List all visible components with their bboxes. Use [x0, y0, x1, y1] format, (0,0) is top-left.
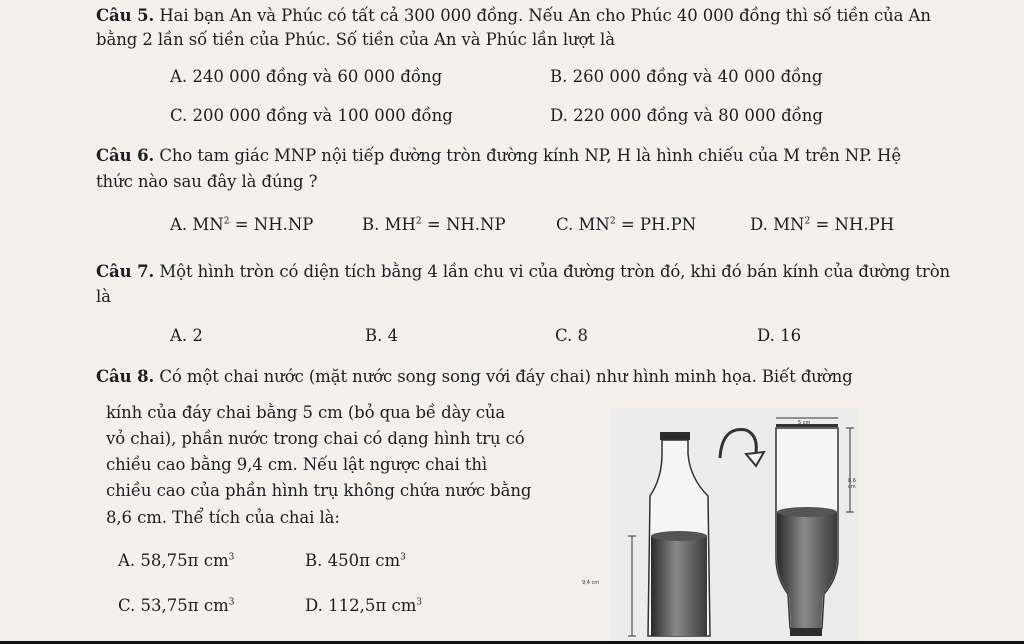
q8-body-5: 8,6 cm. Thể tích của chai là: — [106, 508, 340, 527]
q5-option-c[interactable]: C. 200 000 đồng và 100 000 đồng — [170, 106, 453, 125]
q8-body-3: chiều cao bằng 9,4 cm. Nếu lật ngược chai thì — [106, 455, 488, 474]
q6-label: Câu 6. — [96, 146, 155, 165]
q8-option-b[interactable] — [305, 551, 406, 570]
q8-option-a-pre: A. 58,75π cm — [118, 551, 229, 570]
q8-option-d-pre: D. 112,5π cm — [305, 596, 417, 615]
figure-label-right: 8,6 cm — [848, 478, 856, 490]
bottle-cap — [660, 432, 690, 440]
q6-option-d-pre: D. MN — [750, 215, 805, 234]
bottle-illustration — [610, 408, 858, 644]
upright-bottle — [628, 432, 710, 636]
q5-label: Câu 5. — [96, 6, 155, 25]
q6-option-d[interactable] — [750, 215, 894, 234]
q6-option-b-post: = NH.NP — [421, 215, 506, 234]
q6-option-a-post: = NH.NP — [229, 215, 314, 234]
q8-body-4: chiều cao của phần hình trụ không chứa nước bằng — [106, 481, 532, 500]
q7-option-c[interactable]: C. 8 — [555, 326, 589, 345]
q7-option-b[interactable]: B. 4 — [365, 326, 399, 345]
inverted-bottle — [776, 418, 854, 636]
q6-option-c-sup: 2 — [609, 216, 616, 227]
figure-label-left: 9,4 cm — [582, 580, 600, 586]
q8-option-b-pre: B. 450π cm — [305, 551, 401, 570]
q8-option-c[interactable] — [118, 596, 234, 615]
q6-option-b[interactable] — [362, 215, 506, 234]
q6-text-1: Cho tam giác MNP nội tiếp đường tròn đường kính NP, H là hình chiếu của M trên NP. Hệ — [159, 146, 901, 165]
q8-option-c-pre: C. 53,75π cm — [118, 596, 229, 615]
q5-option-d[interactable]: D. 220 000 đồng và 80 000 đồng — [550, 106, 823, 125]
upright-bottle-water — [651, 536, 707, 636]
q7-option-d[interactable]: D. 16 — [757, 326, 802, 345]
q8-option-d-sup: 3 — [416, 597, 423, 608]
q7-line-1 — [96, 262, 950, 281]
q5-option-b[interactable]: B. 260 000 đồng và 40 000 đồng — [550, 67, 823, 86]
q8-option-a[interactable] — [118, 551, 234, 570]
q8-option-b-sup: 3 — [400, 552, 406, 563]
q5-text-1: Hai bạn An và Phúc có tất cả 300 000 đồng. Nếu An cho Phúc 40 000 đồng thì số tiền của An — [159, 6, 931, 25]
q8-line-1 — [96, 367, 853, 386]
bottle-figure — [582, 408, 858, 644]
q8-body-1: kính của đáy chai bằng 5 cm (bỏ qua bề dày của — [106, 403, 506, 422]
q6-option-c-pre: C. MN — [556, 215, 610, 234]
figure-label-top: 5 cm — [798, 420, 811, 426]
upright-water-surface — [651, 531, 707, 541]
q6-line-1 — [96, 146, 901, 165]
q6-option-b-sup: 2 — [415, 216, 422, 227]
q8-body-2: vỏ chai), phần nước trong chai có dạng hình trụ có — [106, 429, 525, 448]
inverted-bottle-water — [777, 512, 837, 628]
q7-text-1: Một hình tròn có diện tích bằng 4 lần chu vi của đường tròn đó, khi đó bán kính của đường tròn — [159, 262, 951, 281]
q6-text-2: thức nào sau đây là đúng ? — [96, 172, 318, 191]
q6-option-b-pre: B. MH — [362, 215, 416, 234]
inverted-bottle-cap — [790, 628, 822, 636]
q8-option-c-sup: 3 — [228, 597, 235, 608]
q6-option-c-post: = PH.PN — [615, 215, 697, 234]
q7-text-2: là — [96, 287, 111, 306]
q6-option-a[interactable] — [170, 215, 313, 234]
q6-option-d-sup: 2 — [804, 216, 811, 227]
q6-option-a-pre: A. MN — [170, 215, 224, 234]
q7-label: Câu 7. — [96, 262, 155, 281]
q5-text-2: bằng 2 lần số tiền của Phúc. Số tiền của An và Phúc lần lượt là — [96, 30, 615, 49]
q8-label: Câu 8. — [96, 367, 155, 386]
q6-option-d-post: = NH.PH — [810, 215, 895, 234]
q5-option-a[interactable]: A. 240 000 đồng và 60 000 đồng — [170, 67, 443, 86]
q6-option-a-sup: 2 — [223, 216, 230, 227]
q5-line-1 — [96, 6, 931, 25]
q8-option-a-sup: 3 — [228, 552, 235, 563]
q8-text-1: Có một chai nước (mặt nước song song với đáy chai) như hình minh họa. Biết đường — [159, 367, 853, 386]
q7-option-a[interactable]: A. 2 — [170, 326, 203, 345]
q6-option-c[interactable] — [556, 215, 696, 234]
q8-option-d[interactable] — [305, 596, 422, 615]
